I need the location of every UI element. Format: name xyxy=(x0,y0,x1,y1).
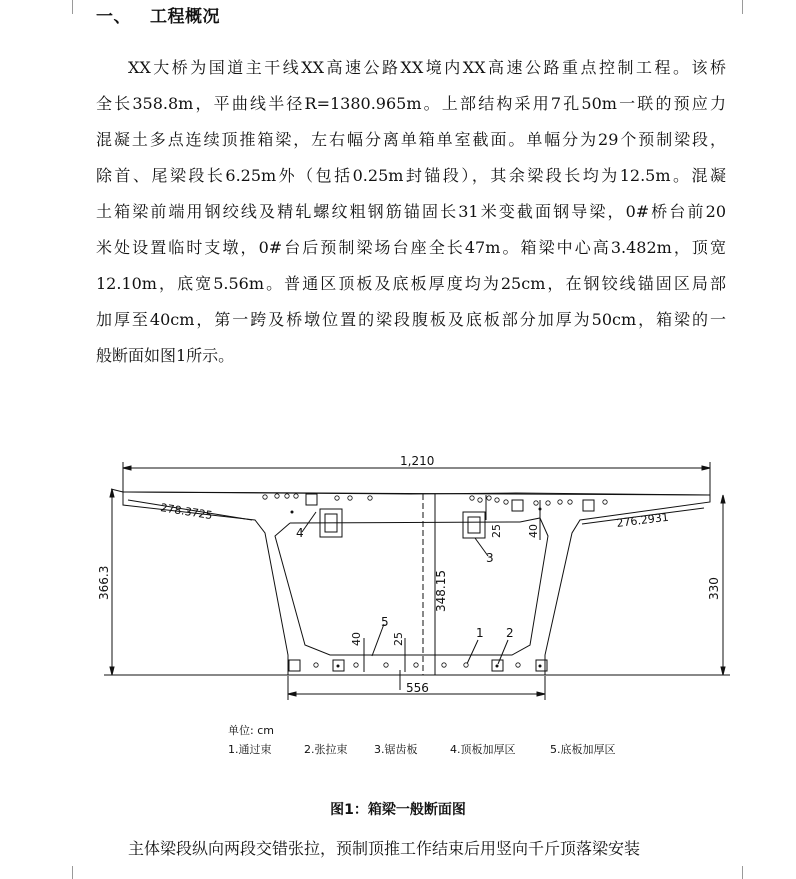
duct-round xyxy=(495,498,499,502)
duct-round xyxy=(354,663,358,667)
callout-1: 1 xyxy=(476,626,484,640)
legend-item: 1.通过束 xyxy=(228,743,272,756)
dim-label-right-height: 330 xyxy=(707,577,721,600)
duct-round xyxy=(414,663,418,667)
dim-label-center-height: 348.15 xyxy=(434,570,448,612)
duct-square xyxy=(512,500,523,511)
anchor-block-right-inner xyxy=(468,517,480,533)
dim-arrow xyxy=(721,667,725,675)
dim-label-bottom-thickness: 25 xyxy=(392,632,405,646)
paragraph-line: 米处设置临时支墩，0#台后预制梁场台座全长47m。箱梁中心高3.482m，顶宽 xyxy=(96,238,726,257)
dim-arrow xyxy=(110,489,114,497)
legend-item: 5.底板加厚区 xyxy=(550,743,616,756)
duct-round xyxy=(314,663,318,667)
figure-caption: 图1：箱梁一般断面图 xyxy=(330,802,466,818)
paragraph-line: 主体梁段纵向两段交错张拉，预制顶推工作结束后用竖向千斤顶落梁安装 xyxy=(128,839,641,858)
anchor-block-right xyxy=(463,512,485,538)
dim-label-right-slope: 276.2931 xyxy=(615,510,670,530)
duct-dot xyxy=(337,665,340,668)
dim-arrow xyxy=(537,692,545,696)
legend-item: 4.顶板加厚区 xyxy=(450,743,516,756)
duct-round xyxy=(384,663,388,667)
section-number: 一、 xyxy=(96,7,131,27)
duct-round xyxy=(442,663,446,667)
dim-label-top-thickness: 25 xyxy=(490,524,503,538)
crop-mark-bottom-right xyxy=(742,866,763,879)
leader-line-4 xyxy=(302,512,316,532)
dim-arrow xyxy=(702,466,710,470)
paragraph-line: 加厚至40cm，第一跨及桥墩位置的梁段腹板及底板部分加厚为50cm，箱梁的一 xyxy=(96,310,726,329)
dim-label-bottom-width: 556 xyxy=(406,681,429,695)
duct-round xyxy=(534,501,538,505)
duct-dot xyxy=(539,665,542,668)
legend-item: 2.张拉束 xyxy=(304,743,348,756)
duct-round xyxy=(275,494,279,498)
crop-mark-bottom-left xyxy=(52,866,73,879)
duct-round xyxy=(263,495,267,499)
dim-arrow xyxy=(288,692,296,696)
callout-3: 3 xyxy=(486,551,494,565)
section-title: 工程概况 xyxy=(150,7,220,27)
box-girder-section-drawing xyxy=(96,452,736,707)
duct-square xyxy=(583,500,594,511)
duct-dot xyxy=(291,511,294,514)
duct-round xyxy=(516,663,520,667)
paragraph-line: 12.10m，底宽5.56m。普通区顶板及底板厚度均为25cm，在钢铰线锚固区局部 xyxy=(96,274,726,293)
duct-round xyxy=(504,500,508,504)
callout-4: 4 xyxy=(296,526,304,540)
dim-label-top-width: 1,210 xyxy=(400,454,435,468)
dim-arrow xyxy=(721,495,725,503)
dim-label-left-height: 366.3 xyxy=(97,565,111,600)
paragraph-line: 般断面如图1所示。 xyxy=(96,346,235,365)
duct-round xyxy=(464,663,468,667)
duct-round xyxy=(285,494,289,498)
duct-round xyxy=(294,494,298,498)
leader-line-1 xyxy=(466,640,478,666)
dim-label-bottom-local: 40 xyxy=(350,632,363,646)
section-heading xyxy=(96,2,220,27)
dim-label-top-local: 40 xyxy=(527,524,540,538)
dim-label-left-slope: 278.3725 xyxy=(159,501,214,523)
callout-5: 5 xyxy=(381,615,389,629)
crop-mark-top-left xyxy=(62,0,73,14)
duct-dot xyxy=(496,665,499,668)
duct-dot xyxy=(539,508,542,511)
dim-arrow xyxy=(123,466,131,470)
construction-paragraph xyxy=(96,836,726,862)
paragraph-line: 除首、尾梁段长6.25m外（包括0.25m封锚段），其余梁段长均为12.5m。混凝 xyxy=(96,166,726,185)
duct-square xyxy=(306,494,317,505)
duct-round xyxy=(546,501,550,505)
figure-legend xyxy=(228,722,616,757)
duct-round xyxy=(368,496,372,500)
paragraph-line: XX大桥为国道主干线XX高速公路XX境内XX高速公路重点控制工程。该桥 xyxy=(128,58,726,77)
duct-round xyxy=(348,496,352,500)
paragraph-line: 混凝土多点连续顶推箱梁，左右幅分离单箱单室截面。单幅分为29个预制梁段， xyxy=(96,130,726,149)
duct-round xyxy=(470,496,474,500)
paragraph-line: 全长358.8m，平曲线半径R=1380.965m。上部结构采用7孔50m一联的预应力 xyxy=(96,94,726,113)
duct-round xyxy=(335,496,339,500)
duct-round xyxy=(568,500,572,504)
duct-square xyxy=(289,660,300,671)
dim-arrow xyxy=(110,667,114,675)
paragraph-line: 土箱梁前端用钢绞线及精轧螺纹粗钢筋锚固长31米变截面钢导梁，0#桥台前20 xyxy=(96,202,726,221)
deck-top-line xyxy=(123,492,710,495)
callout-2: 2 xyxy=(506,626,514,640)
duct-round xyxy=(603,500,607,504)
legend-item: 3.锯齿板 xyxy=(374,743,418,756)
duct-round xyxy=(487,496,491,500)
unit-label: 单位: cm xyxy=(228,724,274,737)
overview-paragraph xyxy=(96,50,726,374)
duct-round xyxy=(558,500,562,504)
duct-round xyxy=(478,498,482,502)
crop-mark-top-right xyxy=(742,0,753,14)
